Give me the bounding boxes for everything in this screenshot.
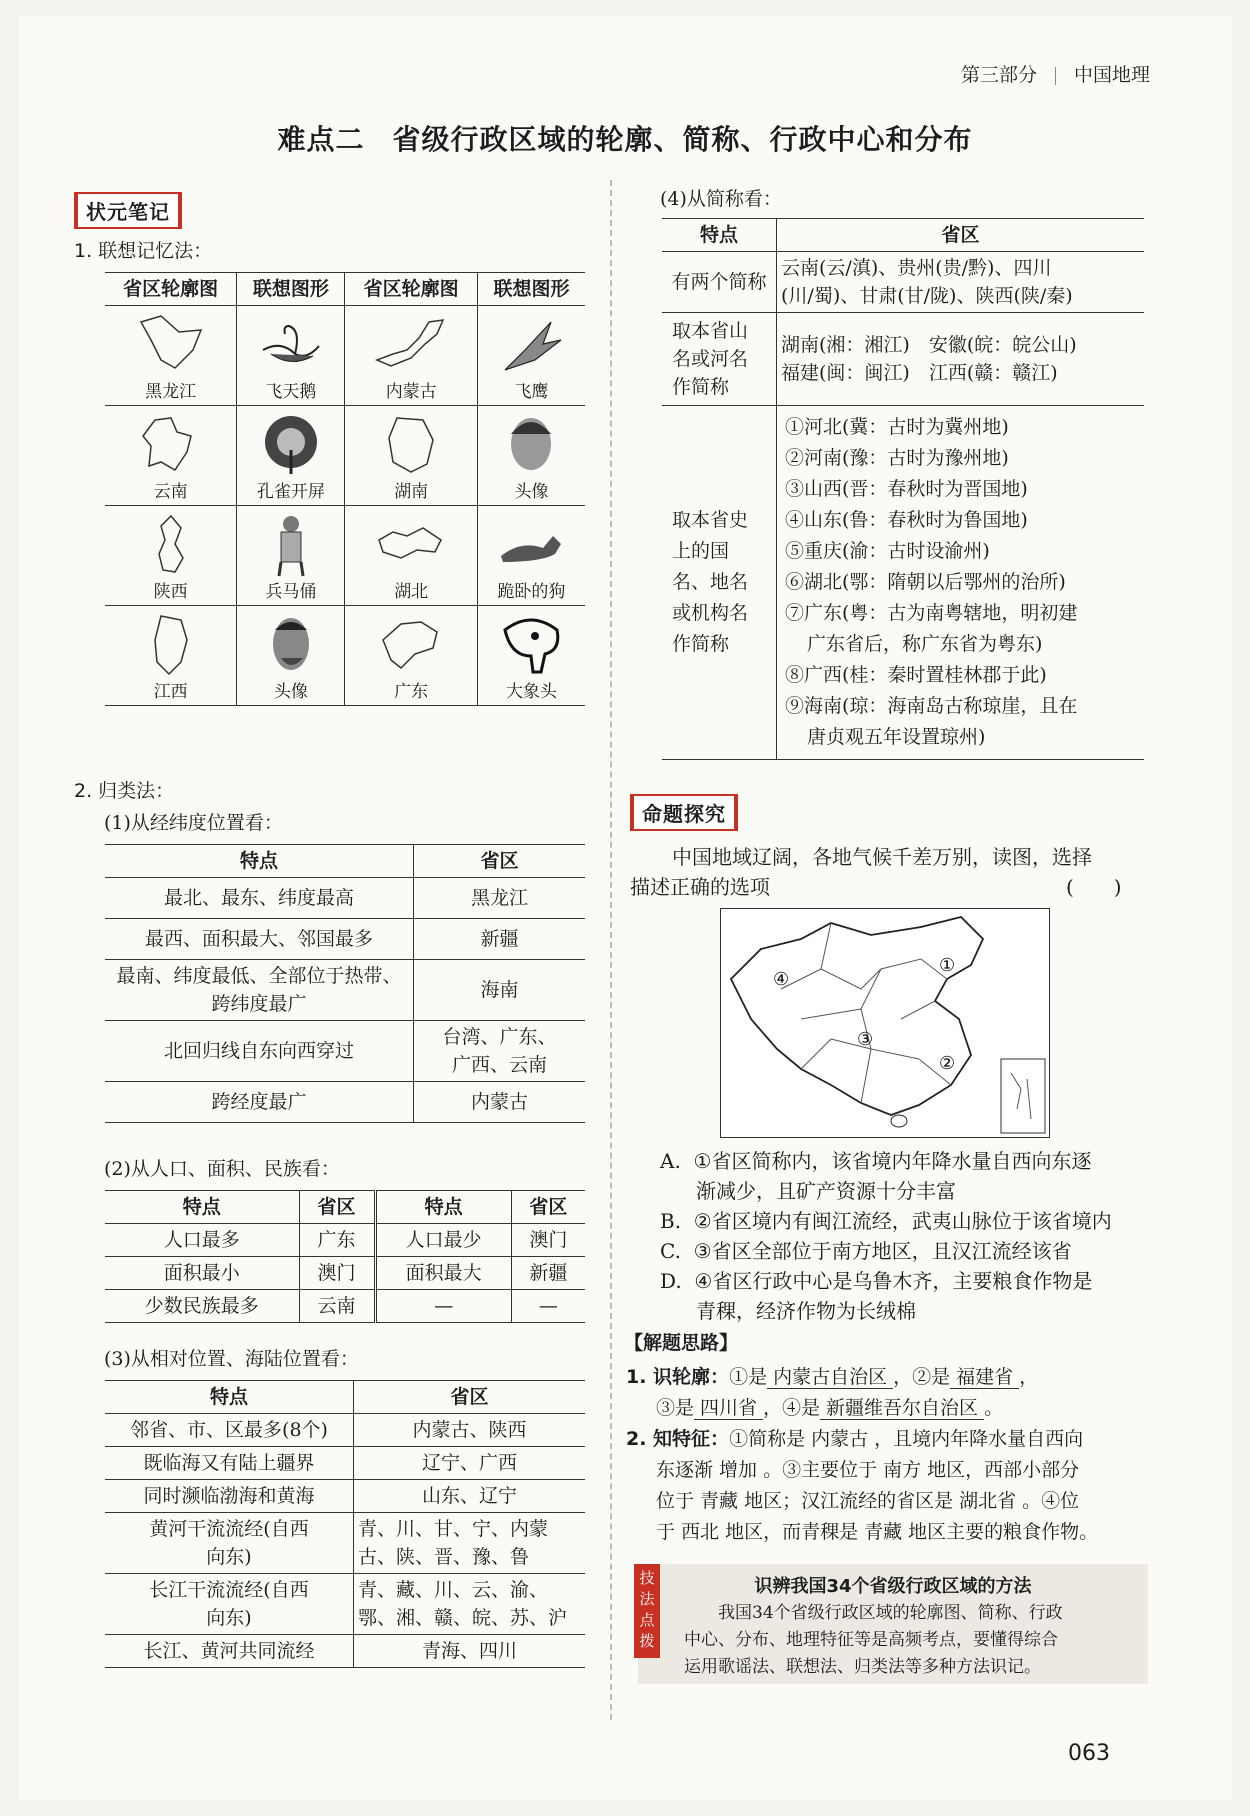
tip-line: 中心、分布、地理特征等是高频考点，要懂得综合 (684, 1630, 1058, 1650)
caption: 黑龙江 (145, 382, 197, 402)
table-row (105, 960, 585, 1021)
col-header: 特点 (105, 845, 414, 878)
col-header: 特点 (662, 219, 777, 252)
cell: — (375, 1290, 511, 1323)
header-part: 第三部分 (960, 64, 1037, 86)
step-text: ，④是 (763, 1397, 821, 1419)
population-table (105, 1190, 585, 1323)
cell-line: ⑦广东(粤：古为南粤辖地，明初建 (785, 602, 1078, 624)
caption: 陕西 (153, 582, 188, 602)
cell: 长江、黄河共同流经 (105, 1635, 354, 1668)
option-letter: C. (660, 1239, 681, 1263)
question-line-2: 描述正确的选项 (630, 875, 770, 899)
swan-icon (251, 310, 331, 380)
head-profile-icon (251, 610, 331, 680)
cell-line: 云南(云/滇)、贵州(贵/黔)、四川 (781, 257, 1052, 279)
cell: 最南、纬度最低、全部位于热带、跨纬度最广 (105, 960, 414, 1021)
cell-line: ①河北(冀：古时为冀州地) (785, 416, 1009, 438)
cell: 北回归线自东向西穿过 (105, 1021, 414, 1082)
caption: 广东 (394, 682, 429, 702)
table-row (105, 919, 585, 960)
table-row (105, 1635, 585, 1668)
table-row (105, 1447, 585, 1480)
method2-heading: 2. 归类法： (74, 780, 175, 802)
col-header: 省区 (777, 219, 1145, 252)
cell: 内蒙古 (414, 1082, 586, 1123)
option-c[interactable] (660, 1236, 1072, 1266)
shaanxi-outline-icon (131, 510, 211, 580)
cell: 少数民族最多 (105, 1290, 299, 1323)
table-row (662, 313, 1144, 406)
cell: 面积最大 (375, 1257, 511, 1290)
cell (777, 313, 1145, 406)
table-row (105, 1021, 585, 1082)
col-header: 省区 (354, 1381, 586, 1414)
section-tag-notes: 状元笔记 (74, 192, 178, 229)
step-text: ， (1019, 1366, 1039, 1388)
caption: 江西 (153, 682, 188, 702)
map-label-2: ② (939, 1053, 956, 1074)
table-row (105, 1257, 585, 1290)
cell: 最西、面积最大、邻国最多 (105, 919, 414, 960)
analysis-title: 【解题思路】 (624, 1332, 739, 1354)
cell-line: 湖南(湘：湘江) 安徽(皖：皖公山) (781, 334, 1077, 356)
cell: 辽宁、广西 (354, 1447, 586, 1480)
col-header: 特点 (105, 1191, 299, 1224)
img-header: 联想图形 (237, 273, 345, 306)
option-text: ②省区境内有闽江流经，武夷山脉位于该省境内 (693, 1209, 1112, 1233)
cell: — (511, 1290, 585, 1323)
img-header: 省区轮廓图 (105, 273, 237, 306)
latlong-table (105, 844, 585, 1123)
map-label-1: ① (939, 955, 956, 976)
sub1-heading: (1)从经纬度位置看： (104, 812, 283, 834)
cell-line: 唐贞观五年设置琼州) (807, 726, 986, 748)
caption: 云南 (153, 482, 188, 502)
table-row (105, 406, 585, 506)
tip-body (684, 1600, 1063, 1681)
table-row (105, 1290, 585, 1323)
hubei-outline-icon (371, 510, 451, 580)
cell: 黑龙江 (414, 878, 586, 919)
head-portrait-icon (491, 410, 571, 480)
step-text: ，②是 (893, 1366, 951, 1388)
cell: 邻省、市、区最多(8个) (105, 1414, 354, 1447)
terracotta-warrior-icon (251, 510, 331, 580)
guangdong-outline-icon (371, 610, 451, 680)
option-text: 青稞，经济作物为长绒棉 (696, 1299, 916, 1323)
cell-line: ②河南(豫：古时为豫州地) (785, 447, 1009, 469)
neimenggu-outline-icon (371, 310, 451, 380)
question-line-1: 中国地域辽阔，各地气候千差万别，读图，选择 (672, 845, 1092, 869)
cell-line: ④山东(鲁：春秋时为鲁国地) (785, 509, 1028, 531)
relative-position-table (105, 1380, 585, 1668)
column-divider (610, 180, 612, 1720)
map-label-3: ③ (857, 1029, 874, 1050)
sub4-heading: (4)从简称看： (660, 188, 782, 210)
option-a[interactable] (660, 1146, 1091, 1206)
cell (777, 252, 1145, 313)
option-d[interactable] (660, 1266, 1092, 1326)
cell: 新疆 (511, 1257, 585, 1290)
title-part1: 难点二 (277, 123, 365, 156)
section-tag-question: 命题探究 (630, 794, 734, 831)
option-letter: A. (660, 1149, 681, 1173)
tip-title: 识辨我国34个省级行政区域的方法 (754, 1576, 1032, 1597)
col-header: 特点 (375, 1191, 511, 1224)
filled-answer: 四川省 (694, 1397, 763, 1420)
step-text: 于 西北 地区，而青稞是 青藏 地区主要的粮食作物。 (656, 1521, 1099, 1543)
cell (777, 406, 1145, 760)
cell-line: (川/蜀)、甘肃(甘/陇)、陕西(陕/秦) (781, 285, 1073, 307)
option-text: ①省区简称内，该省境内年降水量自西向东逐 (693, 1149, 1092, 1173)
peacock-icon (251, 410, 331, 480)
step-text: ①简称是 内蒙古 ，且境内年降水量自西向 (729, 1428, 1084, 1450)
step-text: 。 (984, 1397, 1004, 1419)
cell-line: ③山西(晋：春秋时为晋国地) (785, 478, 1028, 500)
table-row (105, 1574, 585, 1635)
cell: 台湾、广东、广西、云南 (414, 1021, 586, 1082)
caption: 头像 (514, 482, 549, 502)
cell-line: ⑤重庆(渝：古时设渝州) (785, 540, 990, 562)
option-letter: B. (660, 1209, 682, 1233)
cell: 取本省山名或河名作简称 (662, 313, 777, 406)
sub3-heading: (3)从相对位置、海陆位置看： (104, 1348, 359, 1370)
caption: 孔雀开屏 (256, 482, 325, 502)
option-text: ③省区全部位于南方地区，且汉江流经该省 (693, 1239, 1072, 1263)
cell-line: 福建(闽：闽江) 江西(赣：赣江) (781, 362, 1058, 384)
cell: 有两个简称 (662, 252, 777, 313)
cell: 人口最少 (375, 1224, 511, 1257)
hunan-outline-icon (371, 410, 451, 480)
cell-line: ⑨海南(琼：海南岛古称琼崖，且在 (785, 695, 1078, 717)
step-label: 2. 知特征： (626, 1428, 730, 1450)
step-text: ③是 (656, 1397, 695, 1419)
option-text: 渐减少，且矿产资源十分丰富 (696, 1179, 956, 1203)
caption: 头像 (273, 682, 308, 702)
sub2-heading: (2)从人口、面积、民族看： (104, 1158, 340, 1180)
table-row (105, 1480, 585, 1513)
tip-box (638, 1564, 1148, 1684)
cell: 取本省史上的国名、地名或机构名作简称 (662, 406, 777, 760)
tip-line: 运用歌谣法、联想法、归类法等多种方法识记。 (684, 1657, 1041, 1677)
img-header: 联想图形 (477, 273, 585, 306)
table-row (105, 1513, 585, 1574)
answer-paren: ( ) (1066, 875, 1122, 899)
col-header: 特点 (105, 1381, 354, 1414)
elephant-head-icon (491, 610, 571, 680)
cell: 内蒙古、陕西 (354, 1414, 586, 1447)
cell: 澳门 (299, 1257, 375, 1290)
cell: 山东、辽宁 (354, 1480, 586, 1513)
yunnan-outline-icon (131, 410, 211, 480)
cell: 黄河干流流经(自西向东) (105, 1513, 354, 1574)
caption: 兵马俑 (265, 582, 317, 602)
header-subject: 中国地理 (1073, 64, 1150, 86)
cell-line: ⑥湖北(鄂：隋朝以后鄂州的治所) (785, 571, 1066, 593)
caption: 湖南 (394, 482, 429, 502)
table-row (105, 306, 585, 406)
cell: 澳门 (511, 1224, 585, 1257)
association-table (105, 272, 585, 706)
heilongjiang-outline-icon (131, 310, 211, 380)
method1-heading: 1. 联想记忆法： (74, 240, 213, 262)
caption: 飞鹰 (514, 382, 549, 402)
cell-line: ⑧广西(桂：秦时置桂林郡于此) (785, 664, 1047, 686)
table-row (105, 1224, 585, 1257)
cell: 云南 (299, 1290, 375, 1323)
step-label: 1. 识轮廓： (626, 1366, 730, 1388)
map-label-4: ④ (773, 969, 790, 990)
col-header: 省区 (511, 1191, 585, 1224)
page-title (0, 118, 1250, 158)
option-text: ④省区行政中心是乌鲁木齐，主要粮食作物是 (694, 1269, 1093, 1293)
eagle-icon (491, 310, 571, 380)
jiangxi-outline-icon (131, 610, 211, 680)
tip-line: 我国34个省级行政区域的轮廓图、简称、行政 (718, 1603, 1063, 1623)
cell: 既临海又有陆上疆界 (105, 1447, 354, 1480)
tip-tag: 技法点拨 (634, 1564, 660, 1658)
col-header: 省区 (414, 845, 586, 878)
cell: 海南 (414, 960, 586, 1021)
col-header: 省区 (299, 1191, 375, 1224)
filled-answer: 内蒙古自治区 (767, 1366, 893, 1389)
cell-line: 广东省后，称广东省为粤东) (807, 633, 1043, 655)
table-row (662, 406, 1144, 760)
cell: 青、川、甘、宁、内蒙古、陕、晋、豫、鲁 (354, 1513, 586, 1574)
cell: 面积最小 (105, 1257, 299, 1290)
caption: 飞天鹅 (265, 382, 317, 402)
table-row (105, 1082, 585, 1123)
table-row (105, 606, 585, 706)
table-row (105, 506, 585, 606)
cell: 青、藏、川、云、渝、鄂、湘、赣、皖、苏、沪 (354, 1574, 586, 1635)
running-header (961, 60, 1150, 87)
option-letter: D. (660, 1269, 682, 1293)
img-header: 省区轮廓图 (345, 273, 477, 306)
table-row (662, 252, 1144, 313)
filled-answer: 新疆维吾尔自治区 (820, 1397, 984, 1420)
cell: 最北、最东、纬度最高 (105, 878, 414, 919)
caption: 跪卧的狗 (497, 582, 566, 602)
china-map-icon (721, 909, 1049, 1137)
step-text: 位于 青藏 地区；汉江流经的省区是 湖北省 。④位 (656, 1490, 1080, 1512)
title-part2: 省级行政区域的轮廓、简称、行政中心和分布 (392, 123, 973, 156)
cell: 广东 (299, 1224, 375, 1257)
page-number: 063 (1068, 1741, 1110, 1766)
cell: 新疆 (414, 919, 586, 960)
cell: 同时濒临渤海和黄海 (105, 1480, 354, 1513)
abbreviation-table (662, 218, 1144, 760)
dog-icon (491, 510, 571, 580)
filled-answer: 福建省 (950, 1366, 1019, 1389)
step-text: ①是 (729, 1366, 768, 1388)
caption: 湖北 (394, 582, 429, 602)
caption: 大象头 (505, 682, 557, 702)
table-row (105, 878, 585, 919)
cell: 人口最多 (105, 1224, 299, 1257)
cell: 青海、四川 (354, 1635, 586, 1668)
analysis-step-1 (626, 1362, 1146, 1424)
cell: 跨经度最广 (105, 1082, 414, 1123)
cell: 长江干流流经(自西向东) (105, 1574, 354, 1635)
analysis-step-2 (626, 1424, 1146, 1548)
step-text: 东逐渐 增加 。③主要位于 南方 地区，西部小部分 (656, 1459, 1080, 1481)
caption: 内蒙古 (385, 382, 437, 402)
china-map (720, 908, 1050, 1138)
option-b[interactable] (660, 1206, 1112, 1236)
table-row (105, 1414, 585, 1447)
